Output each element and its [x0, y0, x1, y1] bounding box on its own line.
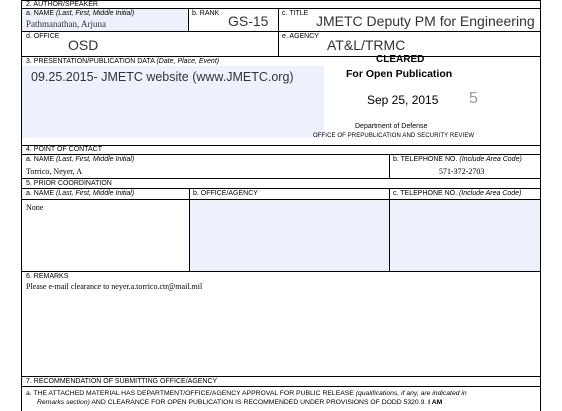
agency-field[interactable]: AT&L/TRMC — [327, 37, 406, 53]
prior-phone-label-main: c. TELEPHONE NO. — [393, 190, 458, 197]
rank-label: b. RANK — [192, 10, 220, 17]
agency-label: e. AGENCY — [282, 33, 319, 40]
prior-name-label-main: a. NAME — [26, 190, 55, 197]
divider — [188, 8, 189, 31]
prior-office-field[interactable] — [190, 200, 389, 271]
author-name-label-main: a. NAME — [26, 10, 55, 17]
recommendation-line-2-bold: I AM — [428, 399, 443, 406]
recommendation-line-2-text: AND CLEARANCE FOR OPEN PUBLICATION IS RECOMMENDED UNDER PROVISIONS OF DODD 5320.9. — [89, 399, 429, 406]
poc-phone-label-main: b. TELEPHONE NO. — [393, 156, 458, 163]
recommendation-line-1-italic: (qualifications, if any, are indicated in — [355, 390, 467, 397]
prior-name-field[interactable]: None — [26, 203, 44, 212]
poc-name-label-hint: (Last, First, Middle Initial) — [55, 156, 135, 163]
frame-right — [540, 0, 541, 411]
section3-header-hint: (Date, Place, Event) — [156, 58, 220, 65]
author-name-label-hint: (Last, First, Middle Initial) — [55, 10, 135, 17]
section3-header-main: 3. PRESENTATION/PUBLICATION DATA — [26, 58, 155, 65]
stamp-office: OFFICE OF PREPUBLICATION AND SECURITY REVIEW — [313, 133, 475, 139]
poc-phone-label — [393, 156, 522, 164]
section4-header: 4. POINT OF CONTACT — [26, 146, 102, 153]
recommendation-line-2 — [37, 399, 442, 407]
office-field[interactable]: OSD — [68, 37, 99, 53]
frame-top — [21, 0, 541, 1]
section3-header — [26, 58, 219, 66]
stamp-cleared: CLEARED — [376, 54, 425, 65]
office-label: d. OFFICE — [26, 33, 60, 40]
stamp-date: Sep 25, 2015 — [367, 93, 439, 107]
divider — [21, 376, 541, 377]
section6-header: 6. REMARKS — [26, 273, 69, 280]
title-label: c. TITLE — [282, 10, 309, 17]
title-field[interactable]: JMETC Deputy PM for Engineering — [316, 13, 535, 29]
divider — [278, 8, 279, 56]
presentation-field[interactable]: 09.25.2015- JMETC website (www.JMETC.org) — [31, 70, 294, 84]
section5-header: 5. PRIOR COORDINATION — [26, 180, 112, 187]
poc-name-label — [26, 156, 134, 164]
divider — [21, 386, 541, 387]
divider — [21, 188, 541, 189]
stamp-open-publication: For Open Publication — [346, 68, 453, 80]
recommendation-line-1-text: a. THE ATTACHED MATERIAL HAS DEPARTMENT/OFFICE/AGENCY APPROVAL FOR PUBLIC RELEASE — [26, 390, 356, 397]
stamp-department: Department of Defense — [355, 123, 428, 130]
recommendation-line-1 — [26, 390, 467, 398]
rank-field[interactable]: GS-15 — [228, 13, 269, 29]
section7-header: 7. RECOMMENDATION OF SUBMITTING OFFICE/AGENCY — [26, 378, 218, 385]
divider — [389, 154, 390, 178]
prior-phone-label-hint: (Include Area Code) — [459, 190, 522, 197]
divider — [21, 271, 541, 272]
poc-name-field[interactable]: Torrico, Neyer, A — [26, 167, 82, 176]
prior-phone-field[interactable] — [390, 200, 540, 271]
recommendation-line-2-italic: Remarks section) — [37, 399, 90, 406]
divider — [21, 56, 541, 57]
divider — [21, 31, 541, 32]
poc-phone-label-hint: (Include Area Code) — [459, 156, 522, 163]
frame-left — [21, 0, 22, 411]
stamp-number: 5 — [469, 90, 478, 107]
author-name-label — [26, 10, 134, 18]
author-name-field[interactable]: Pathmanathan, Arjuna — [26, 19, 106, 29]
section2-header: 2. AUTHOR/SPEAKER — [26, 1, 98, 8]
prior-phone-label — [393, 190, 521, 198]
prior-office-label: b. OFFICE/AGENCY — [193, 190, 258, 197]
prior-name-label-hint: (Last, First, Middle Initial) — [55, 190, 135, 197]
poc-phone-field[interactable]: 571-372-2703 — [439, 167, 485, 176]
divider — [21, 154, 541, 155]
divider — [21, 178, 541, 179]
prior-name-label — [26, 190, 134, 198]
remarks-field[interactable]: Please e-mail clearance to neyer.a.torrico.ctr@mail.mil — [26, 282, 203, 291]
poc-name-label-main: a. NAME — [26, 156, 55, 163]
